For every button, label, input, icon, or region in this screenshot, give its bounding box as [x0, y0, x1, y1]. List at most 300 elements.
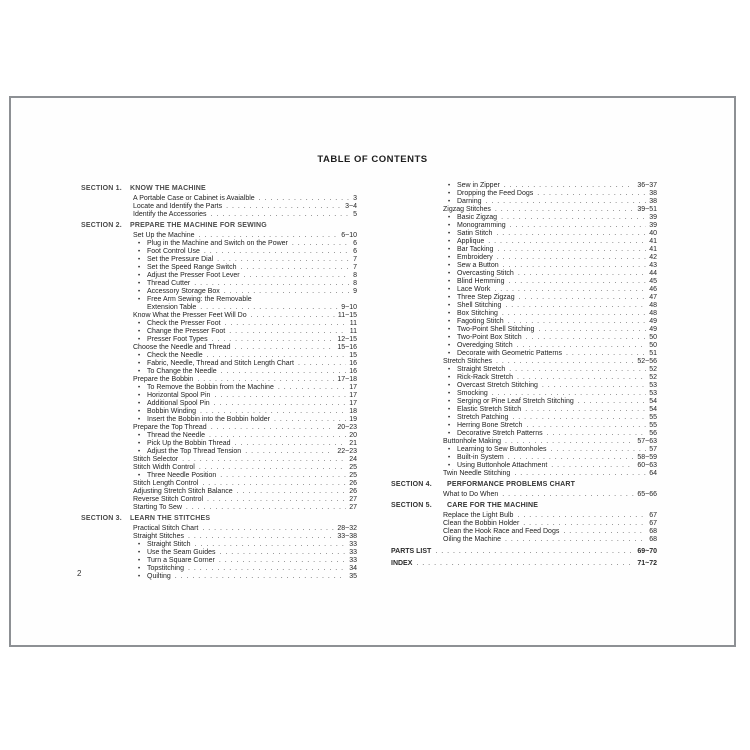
entry-page-number: 41 — [649, 238, 657, 245]
toc-entry — [391, 358, 657, 366]
entry-page-number: 3~4 — [345, 203, 357, 210]
entry-page-number: 7 — [353, 264, 357, 271]
dot-leader-icon — [508, 454, 635, 462]
section-title: KNOW THE MACHINE — [130, 185, 206, 192]
entry-page-number: 28~32 — [337, 525, 357, 532]
entry-title: Three Step Zigzag — [457, 294, 515, 301]
entry-title: Thread the Needle — [147, 432, 205, 439]
dot-leader-icon — [492, 390, 646, 398]
bullet-icon: • — [448, 375, 451, 381]
dot-leader-icon — [220, 472, 346, 480]
toc-entry — [391, 278, 657, 286]
bullet-icon: • — [448, 455, 451, 461]
entry-page-number: 16 — [349, 368, 357, 375]
bullet-icon: • — [138, 566, 141, 572]
entry-title: Decorate with Geometric Patterns — [457, 350, 563, 357]
dot-leader-icon — [199, 464, 346, 472]
bullet-icon: • — [138, 297, 141, 303]
toc-entry — [81, 312, 357, 320]
toc-entry — [391, 491, 657, 499]
toc-entry — [391, 470, 657, 478]
bullet-icon: • — [448, 199, 451, 205]
bullet-icon: • — [448, 231, 451, 237]
entry-title: To Remove the Bobbin from the Machine — [147, 384, 274, 391]
entry-page-number: 69~70 — [637, 548, 657, 555]
dot-leader-icon — [514, 470, 646, 478]
dot-leader-icon — [182, 456, 346, 464]
dot-leader-icon — [175, 573, 346, 581]
toc-entry — [81, 232, 357, 240]
toc-entry — [81, 533, 357, 541]
toc-entry — [81, 504, 357, 512]
toc-entry — [391, 382, 657, 390]
toc-entry — [81, 240, 357, 248]
toc-top-entry — [391, 560, 657, 568]
toc-entry — [81, 480, 357, 488]
bullet-icon: • — [138, 409, 141, 415]
entry-title: Bar Tacking — [457, 246, 494, 253]
toc-entry — [391, 318, 657, 326]
entry-page-number: 19 — [349, 416, 357, 423]
bullet-icon: • — [448, 279, 451, 285]
bullet-icon: • — [138, 241, 141, 247]
entry-page-number: 54 — [649, 398, 657, 405]
bullet-icon: • — [138, 433, 141, 439]
toc-entry — [81, 392, 357, 400]
entry-page-number: 6~10 — [341, 232, 357, 239]
entry-title: Thread Cutter — [147, 280, 191, 287]
toc-entry — [81, 565, 357, 573]
dot-leader-icon — [578, 398, 646, 406]
toc-entry — [81, 360, 357, 368]
bullet-icon: • — [138, 321, 141, 327]
toc-entry — [81, 296, 357, 304]
toc-entry — [81, 448, 357, 456]
entry-title: Clean the Bobbin Holder — [443, 520, 520, 527]
entry-page-number: 60~63 — [637, 462, 657, 469]
toc-entry — [391, 198, 657, 206]
bullet-icon: • — [448, 239, 451, 245]
toc-entry — [391, 310, 657, 318]
entry-title: What to Do When — [443, 491, 499, 498]
entry-title: Twin Needle Stitching — [443, 470, 511, 477]
entry-title: Bobbin Winding — [147, 408, 197, 415]
bullet-icon: • — [448, 343, 451, 349]
bullet-icon: • — [448, 463, 451, 469]
entry-page-number: 56 — [649, 430, 657, 437]
entry-title: Horizontal Spool Pin — [147, 392, 211, 399]
entry-title: Foot Control Use — [147, 248, 200, 255]
entry-title: Blind Hemming — [457, 278, 505, 285]
entry-page-number: 12~15 — [337, 336, 357, 343]
toc-entry — [81, 384, 357, 392]
bullet-icon: • — [448, 263, 451, 269]
bullet-icon: • — [138, 337, 141, 343]
entry-page-number: 45 — [649, 278, 657, 285]
dot-leader-icon — [219, 549, 346, 557]
entry-page-number: 33 — [349, 557, 357, 564]
toc-entry — [391, 334, 657, 342]
toc-entry — [81, 272, 357, 280]
dot-leader-icon — [245, 448, 334, 456]
bullet-icon: • — [138, 265, 141, 271]
toc-entry — [391, 262, 657, 270]
dot-leader-icon — [198, 232, 338, 240]
entry-title: Stretch Patching — [457, 414, 509, 421]
page-title: TABLE OF CONTENTS — [317, 154, 428, 165]
entry-title: Straight Stitch — [147, 541, 191, 548]
entry-title: Prepare the Bobbin — [133, 376, 194, 383]
toc-entry — [81, 557, 357, 565]
dot-leader-icon — [505, 302, 646, 310]
entry-page-number: 34 — [349, 565, 357, 572]
entry-page-number: 11 — [349, 328, 357, 335]
entry-page-number: 15~16 — [337, 344, 357, 351]
entry-page-number: 52 — [649, 374, 657, 381]
bullet-icon: • — [138, 401, 141, 407]
bullet-icon: • — [138, 369, 141, 375]
entry-page-number: 68 — [649, 528, 657, 535]
dot-leader-icon — [259, 195, 350, 203]
bullet-icon: • — [138, 473, 141, 479]
dot-leader-icon — [486, 198, 647, 206]
bullet-icon: • — [448, 327, 451, 333]
entry-title: INDEX — [391, 560, 413, 567]
dot-leader-icon — [209, 432, 346, 440]
entry-title: Overedging Stitch — [457, 342, 513, 349]
entry-page-number: 11~15 — [337, 312, 357, 319]
bullet-icon: • — [138, 257, 141, 263]
entry-title: Reverse Stitch Control — [133, 496, 204, 503]
dot-leader-icon — [217, 256, 350, 264]
entry-page-number: 64 — [649, 470, 657, 477]
dot-leader-icon — [226, 203, 342, 211]
dot-leader-icon — [416, 560, 634, 568]
entry-page-number: 33 — [349, 541, 357, 548]
toc-entry — [391, 446, 657, 454]
entry-title: Identify the Accessories — [133, 211, 207, 218]
dot-leader-icon — [235, 440, 347, 448]
entry-title: Elastic Stretch Stitch — [457, 406, 522, 413]
section-heading — [81, 515, 357, 523]
section-label: SECTION 1. — [81, 185, 122, 192]
dot-leader-icon — [207, 496, 346, 504]
toc-entry — [81, 203, 357, 211]
toc-entry — [391, 512, 657, 520]
section-heading — [81, 222, 357, 230]
entry-page-number: 26 — [349, 488, 357, 495]
entry-page-number: 26 — [349, 480, 357, 487]
dot-leader-icon — [298, 360, 346, 368]
toc-entry — [391, 430, 657, 438]
bullet-icon: • — [448, 255, 451, 261]
entry-title: Satin Stitch — [457, 230, 493, 237]
dot-leader-icon — [551, 446, 647, 454]
dot-leader-icon — [251, 312, 335, 320]
entry-title: Quilting — [147, 573, 171, 580]
dot-leader-icon — [229, 328, 347, 336]
dot-leader-icon — [519, 294, 647, 302]
dot-leader-icon — [508, 278, 646, 286]
dot-leader-icon — [537, 190, 646, 198]
dot-leader-icon — [542, 382, 646, 390]
dot-leader-icon — [214, 392, 346, 400]
toc-entry — [81, 304, 357, 312]
entry-title: Box Stitching — [457, 310, 498, 317]
bullet-icon: • — [448, 303, 451, 309]
toc-entry — [81, 424, 357, 432]
entry-page-number: 16 — [349, 360, 357, 367]
toc-entry — [81, 416, 357, 424]
entry-page-number: 17 — [349, 392, 357, 399]
bullet-icon: • — [448, 191, 451, 197]
toc-entry — [391, 286, 657, 294]
entry-page-number: 6 — [353, 240, 357, 247]
entry-page-number: 50 — [649, 334, 657, 341]
toc-entry — [81, 264, 357, 272]
toc-entry — [81, 195, 357, 203]
bullet-icon: • — [448, 183, 451, 189]
toc-entry — [391, 214, 657, 222]
section-label: SECTION 5. — [391, 502, 432, 509]
entry-title: Sew in Zipper — [457, 182, 500, 189]
entry-title: Darning — [457, 198, 482, 205]
dot-leader-icon — [225, 320, 347, 328]
dot-leader-icon — [547, 430, 647, 438]
toc-entry — [81, 376, 357, 384]
dot-leader-icon — [501, 214, 646, 222]
entry-title: Presser Foot Types — [147, 336, 208, 343]
section-label: SECTION 3. — [81, 515, 122, 522]
toc-entry — [81, 408, 357, 416]
entry-title: Sew a Button — [457, 262, 499, 269]
dot-leader-icon — [538, 326, 646, 334]
bullet-icon: • — [448, 319, 451, 325]
toc-entry — [81, 248, 357, 256]
toc-entry — [391, 254, 657, 262]
toc-entry — [81, 573, 357, 581]
bullet-icon: • — [138, 353, 141, 359]
entry-title: Adjusting Stretch Stitch Balance — [133, 488, 233, 495]
entry-page-number: 57~63 — [637, 438, 657, 445]
entry-title: Straight Stretch — [457, 366, 506, 373]
toc-entry — [81, 456, 357, 464]
dot-leader-icon — [211, 211, 351, 219]
entry-page-number: 6 — [353, 248, 357, 255]
entry-page-number: 35 — [349, 573, 357, 580]
bullet-icon: • — [448, 295, 451, 301]
toc-entry — [81, 472, 357, 480]
toc-entry — [81, 211, 357, 219]
entry-page-number: 33 — [349, 549, 357, 556]
dot-leader-icon — [551, 462, 634, 470]
entry-page-number: 55 — [649, 414, 657, 421]
bullet-icon: • — [138, 289, 141, 295]
entry-page-number: 18 — [349, 408, 357, 415]
toc-entry — [391, 342, 657, 350]
dot-leader-icon — [496, 358, 634, 366]
dot-leader-icon — [517, 512, 646, 520]
entry-title: Clean the Hook Race and Feed Dogs — [443, 528, 560, 535]
bullet-icon: • — [448, 391, 451, 397]
dot-leader-icon — [523, 520, 646, 528]
entry-page-number: 22~23 — [337, 448, 357, 455]
toc-entry — [391, 206, 657, 214]
bullet-icon: • — [138, 273, 141, 279]
toc-entry — [81, 256, 357, 264]
entry-page-number: 67 — [649, 512, 657, 519]
entry-title: Change the Presser Foot — [147, 328, 226, 335]
entry-page-number: 48 — [649, 302, 657, 309]
dot-leader-icon — [214, 400, 347, 408]
bullet-icon: • — [448, 271, 451, 277]
bullet-icon: • — [138, 542, 141, 548]
toc-entry — [391, 350, 657, 358]
entry-page-number: 50 — [649, 342, 657, 349]
entry-page-number: 67 — [649, 520, 657, 527]
toc-entry — [81, 368, 357, 376]
dot-leader-icon — [525, 406, 646, 414]
entry-title: Stitch Selector — [133, 456, 179, 463]
toc-entry — [391, 398, 657, 406]
entry-page-number: 17~18 — [337, 376, 357, 383]
entry-page-number: 58~59 — [637, 454, 657, 461]
section-title: PREPARE THE MACHINE FOR SEWING — [130, 222, 267, 229]
entry-page-number: 15 — [349, 352, 357, 359]
toc-entry — [81, 488, 357, 496]
entry-title: Replace the Light Bulb — [443, 512, 514, 519]
dot-leader-icon — [497, 254, 646, 262]
dot-leader-icon — [204, 248, 350, 256]
entry-page-number: 39 — [649, 222, 657, 229]
dot-leader-icon — [512, 414, 646, 422]
entry-title: Applique — [457, 238, 485, 245]
toc-entry — [391, 222, 657, 230]
bullet-icon: • — [448, 383, 451, 389]
dot-leader-icon — [195, 541, 347, 549]
bullet-icon: • — [448, 423, 451, 429]
entry-title: Adjust the Top Thread Tension — [147, 448, 242, 455]
dot-leader-icon — [517, 342, 647, 350]
toc-entry — [391, 438, 657, 446]
entry-page-number: 39~51 — [637, 206, 657, 213]
entry-page-number: 21 — [349, 440, 357, 447]
entry-title: Learning to Sew Buttonholes — [457, 446, 547, 453]
toc-entry — [81, 352, 357, 360]
toc-entry — [391, 390, 657, 398]
entry-title: Choose the Needle and Thread — [133, 344, 231, 351]
dot-leader-icon — [237, 488, 347, 496]
entry-title: Starting To Sew — [133, 504, 182, 511]
dot-leader-icon — [566, 350, 646, 358]
dot-leader-icon — [188, 565, 346, 573]
entry-page-number: 51 — [649, 350, 657, 357]
entry-page-number: 41 — [649, 246, 657, 253]
toc-entry — [81, 280, 357, 288]
entry-title: Basic Zigzag — [457, 214, 498, 221]
entry-title: Set the Pressure Dial — [147, 256, 214, 263]
entry-title: Stitch Length Control — [133, 480, 199, 487]
toc-entry — [391, 190, 657, 198]
entry-title: Topstitching — [147, 565, 184, 572]
entry-page-number: 11 — [349, 320, 357, 327]
dot-leader-icon — [202, 480, 346, 488]
entry-page-number: 7 — [353, 256, 357, 263]
entry-title: Three Needle Position — [147, 472, 217, 479]
dot-leader-icon — [219, 557, 346, 565]
dot-leader-icon — [200, 304, 338, 312]
dot-leader-icon — [186, 504, 346, 512]
bullet-icon: • — [138, 574, 141, 580]
section-title: CARE FOR THE MACHINE — [447, 502, 539, 509]
bullet-icon: • — [448, 415, 451, 421]
entry-title: Stitch Width Control — [133, 464, 195, 471]
entry-page-number: 27 — [349, 496, 357, 503]
entry-title: Shell Stitching — [457, 302, 502, 309]
entry-page-number: 55 — [649, 422, 657, 429]
entry-page-number: 53 — [649, 382, 657, 389]
toc-entry — [81, 464, 357, 472]
entry-page-number: 71~72 — [637, 560, 657, 567]
entry-title: Use the Seam Guides — [147, 549, 216, 556]
dot-leader-icon — [510, 222, 647, 230]
section-label: SECTION 4. — [391, 481, 432, 488]
dot-leader-icon — [502, 310, 646, 318]
entry-title: Embroidery — [457, 254, 493, 261]
bullet-icon: • — [448, 335, 451, 341]
entry-title: Turn a Square Corner — [147, 557, 215, 564]
bullet-icon: • — [448, 247, 451, 253]
entry-title: Oiling the Machine — [443, 536, 501, 543]
toc-entry — [391, 326, 657, 334]
entry-page-number: 9 — [353, 288, 357, 295]
entry-page-number: 27 — [349, 504, 357, 511]
toc-column-right — [391, 182, 657, 568]
bullet-icon: • — [138, 361, 141, 367]
entry-title: Built-in System — [457, 454, 504, 461]
dot-leader-icon — [497, 246, 646, 254]
bullet-icon: • — [138, 393, 141, 399]
entry-page-number: 36~37 — [637, 182, 657, 189]
toc-entry — [391, 528, 657, 536]
bullet-icon: • — [138, 385, 141, 391]
entry-title: Herring Bone Stretch — [457, 422, 523, 429]
toc-entry — [391, 238, 657, 246]
toc-entry — [391, 294, 657, 302]
bullet-icon: • — [448, 407, 451, 413]
entry-page-number: 8 — [353, 280, 357, 287]
toc-entry — [391, 246, 657, 254]
bullet-icon: • — [448, 311, 451, 317]
dot-leader-icon — [508, 318, 647, 326]
bullet-icon: • — [448, 431, 451, 437]
dot-leader-icon — [526, 422, 646, 430]
dot-leader-icon — [194, 280, 350, 288]
entry-page-number: 44 — [649, 270, 657, 277]
toc-entry — [81, 496, 357, 504]
entry-page-number: 65~66 — [637, 491, 657, 498]
entry-title: Straight Stitches — [133, 533, 184, 540]
entry-page-number: 25 — [349, 464, 357, 471]
entry-title: Monogramming — [457, 222, 506, 229]
entry-title: Prepare the Top Thread — [133, 424, 207, 431]
entry-page-number: 38 — [649, 198, 657, 205]
toc-entry — [81, 328, 357, 336]
entry-title: Set the Speed Range Switch — [147, 264, 237, 271]
dot-leader-icon — [518, 270, 646, 278]
folio-page-number: 2 — [77, 569, 82, 578]
toc-entry — [391, 414, 657, 422]
